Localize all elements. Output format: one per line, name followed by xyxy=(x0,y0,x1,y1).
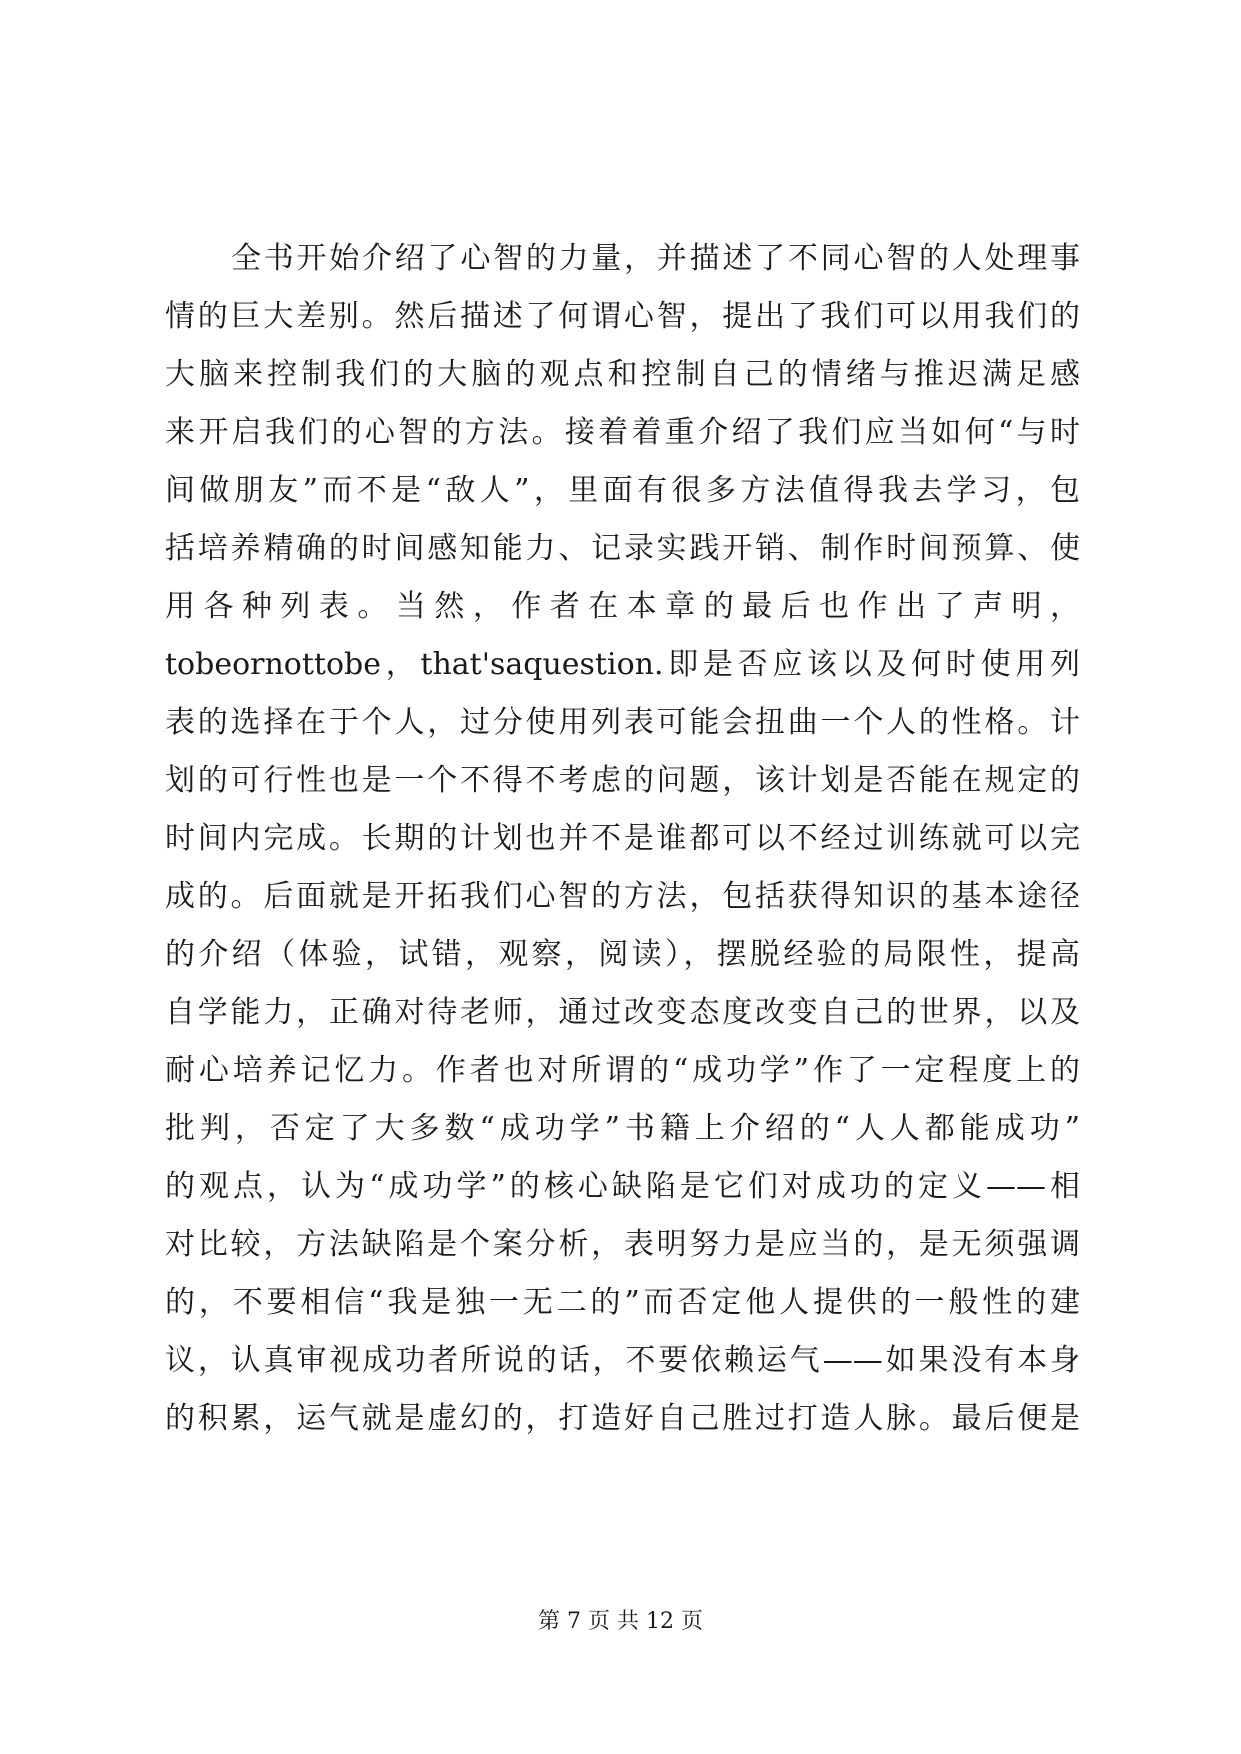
text-line-9: 表的选择在于个人，过分使用列表可能会扭曲一个人的性格。计 xyxy=(165,705,1080,740)
text-line-19: 的，不要相信“我是独一无二的”而否定他人提供的一般性的建 xyxy=(165,1285,1080,1320)
text-line-7: 用各种列表。当然，作者在本章的最后也作出了声明， xyxy=(165,589,1080,624)
text-line-5: 间做朋友”而不是“敌人”，里面有很多方法值得我去学习，包 xyxy=(165,473,1080,508)
text-line-16: 批判，否定了大多数“成功学”书籍上介绍的“人人都能成功” xyxy=(165,1111,1080,1146)
body-paragraph xyxy=(165,230,1080,1448)
text-line-8: tobeornottobe，that'saquestion.即是否应该以及何时使用列 xyxy=(165,647,1080,682)
text-line-18: 对比较，方法缺陷是个案分析，表明努力是应当的，是无须强调 xyxy=(165,1227,1080,1262)
page-footer: 第 7 页 共 12 页 xyxy=(538,1609,703,1634)
text-line-4: 来开启我们的心智的方法。接着着重介绍了我们应当如何“与时 xyxy=(165,415,1080,450)
text-line-17: 的观点，认为“成功学”的核心缺陷是它们对成功的定义——相 xyxy=(165,1169,1080,1204)
text-line-10: 划的可行性也是一个不得不考虑的问题，该计划是否能在规定的 xyxy=(165,763,1080,798)
text-line-14: 自学能力，正确对待老师，通过改变态度改变自己的世界，以及 xyxy=(165,995,1080,1030)
text-line-13: 的介绍（体验，试错，观察，阅读），摆脱经验的局限性，提高 xyxy=(165,937,1080,972)
text-line-3: 大脑来控制我们的大脑的观点和控制自己的情绪与推迟满足感 xyxy=(165,357,1080,392)
text-line-20: 议，认真审视成功者所说的话，不要依赖运气——如果没有本身 xyxy=(165,1343,1080,1378)
text-line-15: 耐心培养记忆力。作者也对所谓的“成功学”作了一定程度上的 xyxy=(165,1053,1080,1088)
text-line-6: 括培养精确的时间感知能力、记录实践开销、制作时间预算、使 xyxy=(165,531,1080,566)
text-line-11: 时间内完成。长期的计划也并不是谁都可以不经过训练就可以完 xyxy=(165,821,1080,856)
text-line-21: 的积累，运气就是虚幻的，打造好自己胜过打造人脉。最后便是 xyxy=(165,1401,1080,1436)
text-line-1: 全书开始介绍了心智的力量，并描述了不同心智的人处理事 xyxy=(231,241,1080,276)
text-line-2: 情的巨大差别。然后描述了何谓心智，提出了我们可以用我们的 xyxy=(165,299,1080,334)
text-line-12: 成的。后面就是开拓我们心智的方法，包括获得知识的基本途径 xyxy=(165,879,1080,914)
